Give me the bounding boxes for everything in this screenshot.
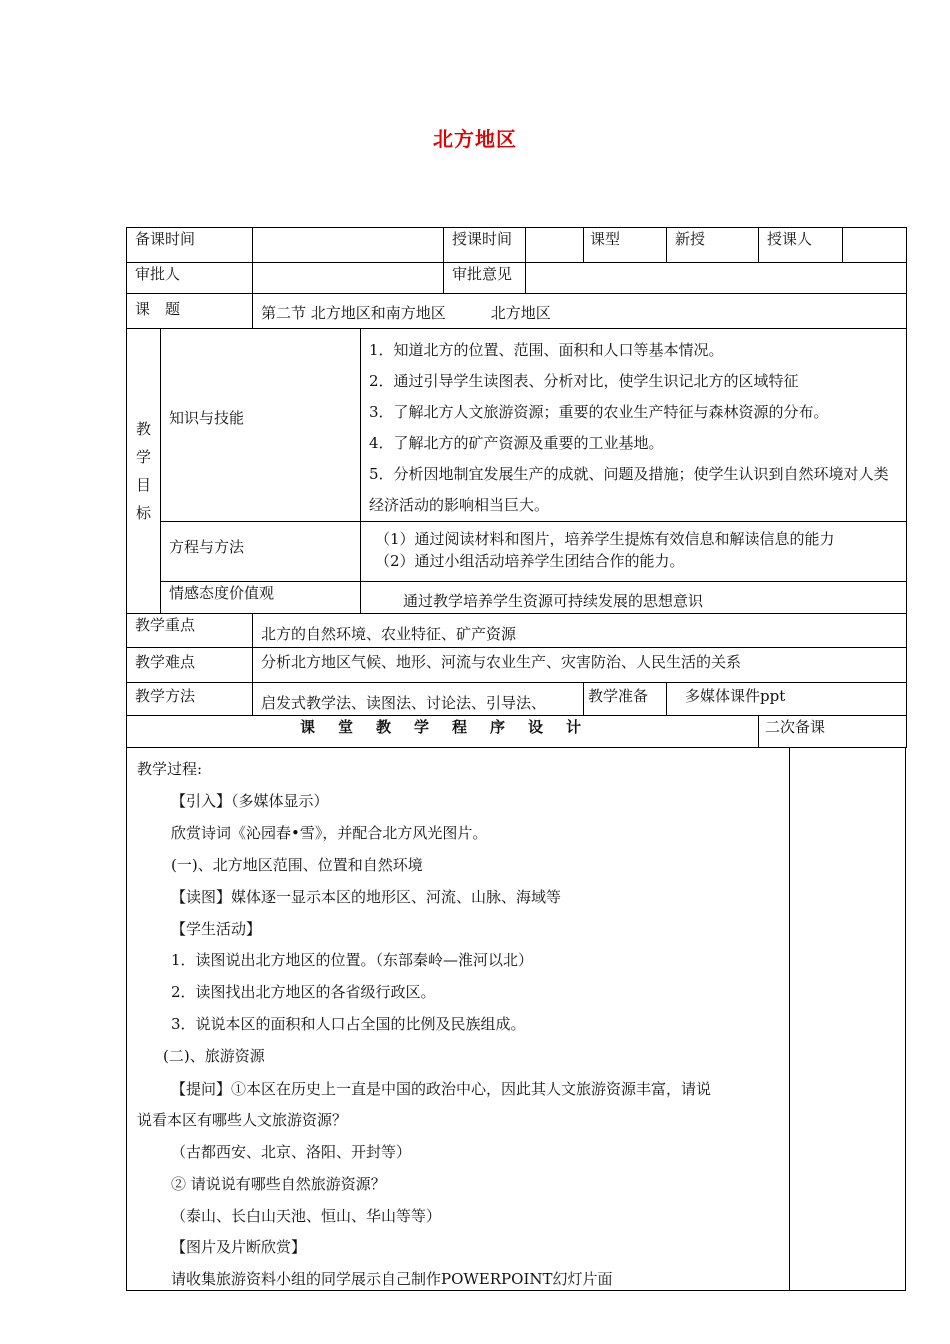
emotion-value: 通过教学培养学生资源可持续发展的思想意识 — [361, 582, 907, 614]
knowledge-items — [361, 329, 907, 522]
method-value: 启发式教学法、读图法、讨论法、引导法、 — [253, 683, 584, 716]
method-objective-items — [361, 522, 907, 582]
emotion-label: 情感态度价值观 — [161, 582, 361, 614]
reviewer-label: 审批人 — [127, 263, 253, 294]
knowledge-item: 3．了解北方人文旅游资源；重要的农业生产特征与森林资源的分布。 — [369, 403, 829, 421]
knowledge-item: 经济活动的影响相当巨大。 — [369, 496, 550, 514]
knowledge-item: 5．分析因地制宜发展生产的成就、问题及措施；使学生认识到自然环境对人类 — [369, 465, 889, 483]
method-objective-item: （2）通过小组活动培养学生团结合作的能力。 — [375, 552, 685, 570]
objectives-char: 学 — [135, 448, 151, 466]
prep-time-value — [253, 228, 444, 263]
knowledge-item: 4．了解北方的矿产资源及重要的工业基地。 — [369, 434, 664, 452]
process-line: 【图片及片断欣赏】 — [171, 1238, 307, 1256]
process-line: 【引入】（多媒体显示） — [171, 792, 329, 810]
objectives-char: 目 — [135, 476, 151, 494]
process-line: 3．说说本区的面积和人口占全国的比例及民族组成。 — [171, 1015, 526, 1033]
review-opinion-value — [526, 263, 907, 294]
process-line: 1．读图说出北方地区的位置。（东部秦岭—淮河以北） — [171, 951, 534, 969]
teaching-process-box — [126, 748, 790, 1291]
process-line: （泰山、长白山天池、恒山、华山等等） — [171, 1207, 442, 1225]
process-line: 【读图】媒体逐一显示本区的地形区、河流、山脉、海域等 — [171, 888, 562, 906]
knowledge-item: 2．通过引导学生读图表、分析对比，使学生识记北方的区域特征 — [369, 372, 799, 390]
difficulty-value: 分析北方地区气候、地形、河流与农业生产、灾害防治、人民生活的关系 — [253, 648, 907, 683]
prep-time-label: 备课时间 — [127, 228, 253, 263]
reviewer-value — [253, 263, 444, 294]
page-title: 北方地区 — [433, 127, 517, 151]
teacher-label: 授课人 — [759, 228, 843, 262]
review-opinion-label: 审批意见 — [444, 263, 526, 294]
design-heading: 课 堂 教 学 程 序 设 计 — [127, 716, 759, 748]
lesson-plan-table — [126, 227, 907, 748]
process-line: 【提问】①本区在历史上一直是中国的政治中心，因此其人文旅游资源丰富，请说 — [171, 1080, 712, 1098]
process-line: 【学生活动】 — [171, 920, 262, 938]
type-label: 课型 — [584, 228, 667, 263]
objectives-label — [127, 329, 161, 614]
process-line: 欣赏诗词《沁园春•雪》，并配合北方风光图片。 — [171, 824, 488, 842]
topic-value: 第二节 北方地区和南方地区 北方地区 — [253, 294, 907, 329]
second-prep-column — [790, 748, 906, 1291]
process-line: (二)、旅游资源 — [163, 1047, 265, 1065]
teach-time-value — [526, 228, 584, 263]
difficulty-label: 教学难点 — [127, 648, 253, 683]
method-label: 教学方法 — [127, 683, 253, 716]
process-line: 请收集旅游资料小组的同学展示自己制作POWERPOINT幻灯片面 — [171, 1270, 613, 1288]
teacher-cell — [759, 228, 907, 263]
key-point-label: 教学重点 — [127, 614, 253, 648]
process-line: （古都西安、北京、洛阳、开封等） — [171, 1143, 412, 1161]
key-point-value: 北方的自然环境、农业特征、矿产资源 — [253, 614, 907, 648]
process-line: ② 请说说有哪些自然旅游资源？ — [171, 1175, 386, 1193]
teach-time-label: 授课时间 — [444, 228, 526, 263]
prep-label: 教学准备 — [584, 683, 667, 716]
process-line: 说看本区有哪些人文旅游资源？ — [137, 1111, 348, 1129]
knowledge-label: 知识与技能 — [161, 329, 361, 522]
process-line: 教学过程: — [137, 760, 203, 778]
process-line: 2．读图找出北方地区的各省级行政区。 — [171, 983, 436, 1001]
objectives-char: 标 — [135, 504, 151, 522]
knowledge-item: 1．知道北方的位置、范围、面积和人口等基本情况。 — [369, 341, 724, 359]
objectives-char: 教 — [135, 420, 151, 438]
method-objective-label: 方程与方法 — [161, 522, 361, 582]
type-value: 新授 — [667, 228, 759, 263]
topic-label: 课 题 — [127, 294, 253, 329]
method-objective-item: （1）通过阅读材料和图片，培养学生提炼有效信息和解读信息的能力 — [375, 530, 835, 548]
prep-value: 多媒体课件ppt — [667, 683, 907, 716]
process-line: (一)、北方地区范围、位置和自然环境 — [171, 856, 423, 874]
second-prep-label: 二次备课 — [759, 716, 907, 748]
